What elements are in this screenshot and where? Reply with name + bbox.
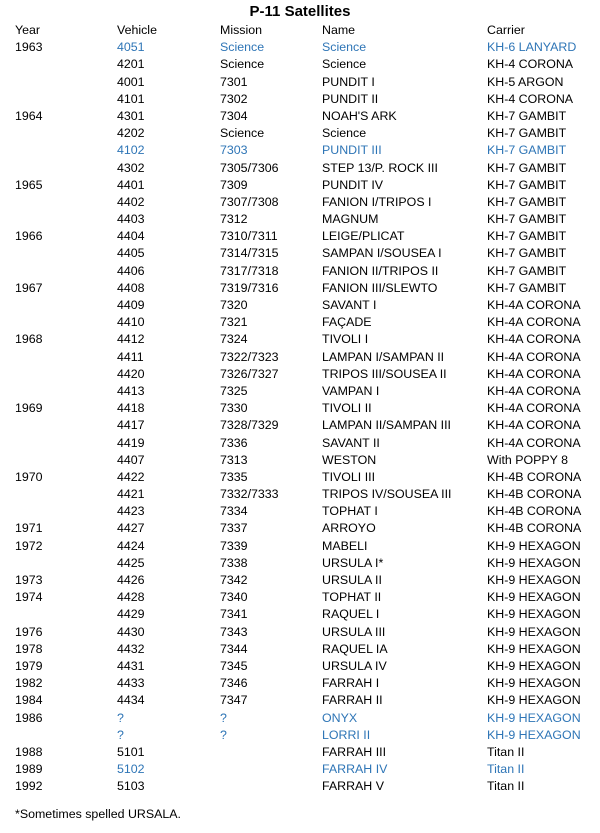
cell-mission: 7336	[220, 435, 248, 450]
cell-vehicle: 4407	[117, 452, 145, 467]
cell-name: STEP 13/P. ROCK III	[322, 160, 438, 175]
cell-mission: 7345	[220, 658, 248, 673]
table-header-row	[0, 22, 600, 39]
cell-vehicle: 4431	[117, 658, 145, 673]
table-row	[0, 366, 600, 383]
cell-mission: 7337	[220, 521, 248, 536]
cell-mission: 7325	[220, 383, 248, 398]
cell-name: FANION II/TRIPOS II	[322, 263, 439, 278]
table-row	[0, 211, 600, 228]
cell-name: PUNDIT IV	[322, 177, 384, 192]
table-row	[0, 108, 600, 125]
table-row	[0, 91, 600, 108]
table-row	[0, 228, 600, 245]
cell-name: FARRAH V	[322, 779, 384, 794]
cell-mission: 7303	[220, 143, 248, 158]
cell-year: 1963	[15, 40, 43, 55]
cell-name: MABELI	[322, 538, 368, 553]
cell-carrier: KH-4B CORONA	[487, 487, 582, 502]
table-row	[0, 314, 600, 331]
cell-name: RAQUEL I	[322, 607, 380, 622]
cell-name: RAQUEL IA	[322, 641, 388, 656]
cell-name: FAÇADE	[322, 315, 372, 330]
cell-carrier: With POPPY 8	[487, 452, 569, 467]
cell-year: 1971	[15, 521, 43, 536]
cell-vehicle: 4408	[117, 280, 145, 295]
table-row	[0, 503, 600, 520]
table-row	[0, 452, 600, 469]
cell-year: 1968	[15, 332, 43, 347]
cell-vehicle: 4402	[117, 194, 145, 209]
cell-name: Science	[322, 57, 367, 72]
cell-name: PUNDIT II	[322, 91, 379, 106]
cell-mission: 7307/7308	[220, 194, 279, 209]
cell-carrier: KH-9 HEXAGON	[487, 607, 581, 622]
cell-year: 1979	[15, 658, 43, 673]
cell-vehicle: 4422	[117, 469, 145, 484]
cell-mission: 7322/7323	[220, 349, 279, 364]
page-title: P-11 Satellites	[249, 3, 351, 20]
cell-vehicle: 4429	[117, 607, 145, 622]
header-mission: Mission	[220, 23, 262, 37]
cell-mission: ?	[220, 710, 227, 725]
cell-vehicle: 4425	[117, 555, 145, 570]
cell-carrier: KH-9 HEXAGON	[487, 573, 581, 587]
table-row	[0, 710, 600, 727]
cell-mission: 7314/7315	[220, 246, 279, 261]
cell-mission: 7305/7306	[220, 160, 279, 175]
table-row	[0, 435, 600, 452]
cell-year: 1984	[15, 693, 43, 708]
cell-carrier: KH-4A CORONA	[487, 418, 581, 433]
table-row	[0, 761, 600, 778]
cell-mission: 7312	[220, 212, 248, 227]
cell-year: 1974	[15, 590, 43, 605]
cell-year: 1972	[15, 538, 43, 553]
table-row	[0, 125, 600, 142]
cell-name: FARRAH I	[322, 676, 380, 691]
table-row	[0, 555, 600, 572]
cell-year: 1986	[15, 710, 43, 725]
cell-carrier: Titan II	[487, 762, 525, 777]
cell-mission: 7347	[220, 693, 248, 708]
cell-carrier: KH-7 GAMBIT	[487, 126, 567, 141]
cell-carrier: KH-9 HEXAGON	[487, 727, 581, 742]
cell-year: 1966	[15, 229, 43, 244]
cell-carrier: KH-9 HEXAGON	[487, 641, 581, 656]
cell-name: Science	[322, 40, 367, 55]
cell-vehicle: 4302	[117, 160, 145, 175]
cell-vehicle: 4432	[117, 641, 145, 656]
cell-vehicle: 4424	[117, 538, 145, 553]
table-row	[0, 520, 600, 537]
cell-vehicle: 4420	[117, 366, 145, 381]
cell-mission: 7334	[220, 504, 248, 519]
table-row	[0, 744, 600, 761]
cell-vehicle: 4409	[117, 298, 145, 312]
cell-mission: 7302	[220, 91, 248, 106]
cell-vehicle: ?	[117, 710, 124, 725]
table-row	[0, 349, 600, 366]
cell-name: TOPHAT I	[322, 504, 378, 519]
cell-vehicle: 4419	[117, 435, 145, 450]
cell-carrier: KH-7 GAMBIT	[487, 246, 567, 261]
cell-mission: 7343	[220, 624, 248, 639]
footnote: *Sometimes spelled URSALA.	[15, 807, 181, 821]
cell-carrier: KH-9 HEXAGON	[487, 658, 581, 673]
cell-vehicle: 4411	[117, 349, 144, 364]
cell-mission: 7301	[220, 74, 248, 89]
cell-vehicle: 4405	[117, 246, 145, 261]
cell-mission: 7321	[220, 315, 248, 330]
cell-name: FARRAH IV	[322, 762, 388, 777]
cell-vehicle: 4413	[117, 383, 145, 398]
table-row	[0, 56, 600, 73]
cell-name: URSULA II	[322, 573, 382, 587]
cell-vehicle: 4001	[117, 74, 145, 89]
table-row	[0, 142, 600, 159]
cell-vehicle: 4201	[117, 57, 145, 72]
cell-vehicle: 4401	[117, 177, 145, 192]
cell-mission: 7320	[220, 298, 248, 312]
cell-name: TOPHAT II	[322, 590, 382, 605]
table-row	[0, 778, 600, 795]
cell-mission: Science	[220, 40, 265, 55]
cell-name: ONYX	[322, 710, 358, 725]
cell-mission: 7338	[220, 555, 248, 570]
cell-year: 1982	[15, 676, 43, 691]
cell-mission: 7341	[220, 607, 248, 622]
cell-carrier: KH-4B CORONA	[487, 504, 582, 519]
cell-carrier: KH-7 GAMBIT	[487, 108, 567, 123]
cell-carrier: KH-4 CORONA	[487, 91, 574, 106]
cell-vehicle: 4417	[117, 418, 145, 433]
cell-vehicle: 4410	[117, 315, 145, 330]
table-row	[0, 400, 600, 417]
table-row	[0, 572, 600, 589]
cell-name: MAGNUM	[322, 212, 379, 227]
table-row	[0, 263, 600, 280]
cell-year: 1989	[15, 762, 43, 777]
header-vehicle: Vehicle	[117, 23, 157, 37]
cell-carrier: KH-4A CORONA	[487, 383, 581, 398]
cell-carrier: Titan II	[487, 744, 525, 759]
cell-carrier: KH-9 HEXAGON	[487, 676, 581, 691]
cell-vehicle: 4403	[117, 212, 145, 227]
cell-name: NOAH'S ARK	[322, 108, 397, 123]
cell-carrier: KH-7 GAMBIT	[487, 229, 567, 244]
cell-year: 1967	[15, 280, 43, 295]
cell-name: URSULA III	[322, 624, 386, 639]
cell-vehicle: 4406	[117, 263, 145, 278]
table-row	[0, 675, 600, 692]
table-row	[0, 383, 600, 400]
cell-carrier: KH-9 HEXAGON	[487, 590, 581, 605]
cell-carrier: KH-4B CORONA	[487, 469, 582, 484]
cell-vehicle: 4434	[117, 693, 145, 708]
cell-carrier: KH-7 GAMBIT	[487, 263, 567, 278]
cell-mission: 7326/7327	[220, 366, 279, 381]
cell-vehicle: 4428	[117, 590, 145, 605]
cell-vehicle: 5102	[117, 762, 145, 777]
cell-name: LEIGE/PLICAT	[322, 229, 405, 244]
cell-vehicle: 4421	[117, 487, 145, 502]
table-row	[0, 727, 600, 744]
cell-vehicle: 4426	[117, 573, 145, 587]
cell-vehicle: 4427	[117, 521, 145, 536]
cell-vehicle: 4101	[117, 91, 145, 106]
cell-carrier: KH-7 GAMBIT	[487, 280, 567, 295]
cell-mission: 7313	[220, 452, 248, 467]
cell-mission: 7339	[220, 538, 248, 553]
cell-mission: 7335	[220, 469, 248, 484]
table-row	[0, 245, 600, 262]
cell-carrier: KH-9 HEXAGON	[487, 693, 581, 708]
cell-carrier: KH-9 HEXAGON	[487, 710, 581, 725]
cell-vehicle: 4301	[117, 108, 145, 123]
cell-carrier: Titan II	[487, 779, 525, 794]
cell-year: 1969	[15, 401, 43, 416]
table-row	[0, 39, 600, 56]
cell-vehicle: 5103	[117, 779, 145, 794]
cell-carrier: KH-9 HEXAGON	[487, 555, 581, 570]
cell-carrier: KH-4A CORONA	[487, 349, 581, 364]
cell-carrier: KH-4A CORONA	[487, 332, 581, 347]
table-row	[0, 297, 600, 314]
table-row	[0, 606, 600, 623]
cell-mission: 7340	[220, 590, 248, 605]
cell-mission: Science	[220, 126, 265, 141]
cell-carrier: KH-7 GAMBIT	[487, 194, 567, 209]
cell-vehicle: 4404	[117, 229, 145, 244]
cell-carrier: KH-4B CORONA	[487, 521, 582, 536]
cell-carrier: KH-7 GAMBIT	[487, 212, 567, 227]
table-row	[0, 177, 600, 194]
cell-name: Science	[322, 126, 367, 141]
table-row	[0, 417, 600, 434]
cell-name: SAMPAN I/SOUSEA I	[322, 246, 442, 261]
cell-name: PUNDIT I	[322, 74, 375, 89]
cell-name: FARRAH II	[322, 693, 383, 708]
cell-carrier: KH-5 ARGON	[487, 74, 564, 89]
cell-carrier: KH-4A CORONA	[487, 298, 581, 312]
cell-mission: 7317/7318	[220, 263, 279, 278]
cell-carrier: KH-4A CORONA	[487, 366, 581, 381]
cell-vehicle: 4102	[117, 143, 145, 158]
cell-year: 1988	[15, 744, 43, 759]
cell-vehicle: 4202	[117, 126, 145, 141]
cell-vehicle: 5101	[117, 744, 145, 759]
table-row	[0, 641, 600, 658]
table-row	[0, 658, 600, 675]
cell-name: URSULA I*	[322, 555, 384, 570]
cell-year: 1970	[15, 469, 43, 484]
cell-name: LAMPAN I/SAMPAN II	[322, 349, 445, 364]
cell-name: TIVOLI III	[322, 469, 376, 484]
cell-vehicle: ?	[117, 727, 124, 742]
table-row	[0, 692, 600, 709]
cell-year: 1965	[15, 177, 43, 192]
cell-name: FARRAH III	[322, 744, 387, 759]
table-row	[0, 469, 600, 486]
cell-mission: 7328/7329	[220, 418, 279, 433]
cell-name: ARROYO	[322, 521, 376, 536]
cell-name: FANION III/SLEWTO	[322, 280, 438, 295]
table-row	[0, 194, 600, 211]
cell-name: LORRI II	[322, 727, 371, 742]
table-row	[0, 624, 600, 641]
header-carrier: Carrier	[487, 23, 525, 37]
cell-name: TRIPOS IV/SOUSEA III	[322, 487, 452, 502]
cell-mission: 7344	[220, 641, 248, 656]
cell-year: 1973	[15, 573, 43, 587]
cell-name: WESTON	[322, 452, 377, 467]
cell-name: LAMPAN II/SAMPAN III	[322, 418, 451, 433]
cell-mission: ?	[220, 727, 227, 742]
cell-carrier: KH-9 HEXAGON	[487, 624, 581, 639]
table-row	[0, 538, 600, 555]
table-row	[0, 280, 600, 297]
cell-mission: 7309	[220, 177, 248, 192]
cell-year: 1976	[15, 624, 43, 639]
cell-carrier: KH-4 CORONA	[487, 57, 574, 72]
cell-vehicle: 4430	[117, 624, 145, 639]
cell-carrier: KH-9 HEXAGON	[487, 538, 581, 553]
cell-mission: 7304	[220, 108, 248, 123]
header-name: Name	[322, 23, 356, 37]
table-row	[0, 589, 600, 606]
cell-name: URSULA IV	[322, 658, 387, 673]
cell-mission: 7330	[220, 401, 248, 416]
cell-name: SAVANT II	[322, 435, 380, 450]
cell-year: 1978	[15, 641, 43, 656]
table-row	[0, 331, 600, 348]
cell-carrier: KH-4A CORONA	[487, 315, 581, 330]
cell-year: 1964	[15, 108, 43, 123]
cell-carrier: KH-4A CORONA	[487, 435, 581, 450]
cell-vehicle: 4051	[117, 40, 145, 55]
cell-vehicle: 4433	[117, 676, 145, 691]
cell-carrier: KH-7 GAMBIT	[487, 143, 567, 158]
cell-name: FANION I/TRIPOS I	[322, 194, 432, 209]
cell-mission: 7342	[220, 573, 248, 587]
cell-carrier: KH-6 LANYARD	[487, 40, 577, 55]
cell-name: TRIPOS III/SOUSEA II	[322, 366, 447, 381]
cell-mission: 7324	[220, 332, 248, 347]
table-row	[0, 74, 600, 91]
cell-mission: 7310/7311	[220, 229, 278, 244]
cell-mission: 7332/7333	[220, 487, 279, 502]
cell-name: TIVOLI I	[322, 332, 369, 347]
cell-carrier: KH-7 GAMBIT	[487, 177, 567, 192]
cell-name: VAMPAN I	[322, 383, 380, 398]
cell-year: 1992	[15, 779, 43, 794]
cell-vehicle: 4423	[117, 504, 145, 519]
cell-mission: Science	[220, 57, 265, 72]
cell-vehicle: 4412	[117, 332, 145, 347]
cell-carrier: KH-7 GAMBIT	[487, 160, 567, 175]
cell-name: SAVANT I	[322, 298, 377, 312]
cell-carrier: KH-4A CORONA	[487, 401, 581, 416]
cell-name: TIVOLI II	[322, 401, 372, 416]
table-row	[0, 486, 600, 503]
cell-mission: 7319/7316	[220, 280, 279, 295]
cell-vehicle: 4418	[117, 401, 145, 416]
header-year: Year	[15, 23, 41, 37]
cell-mission: 7346	[220, 676, 248, 691]
satellite-table	[0, 22, 600, 795]
table-row	[0, 160, 600, 177]
cell-name: PUNDIT III	[322, 143, 382, 158]
